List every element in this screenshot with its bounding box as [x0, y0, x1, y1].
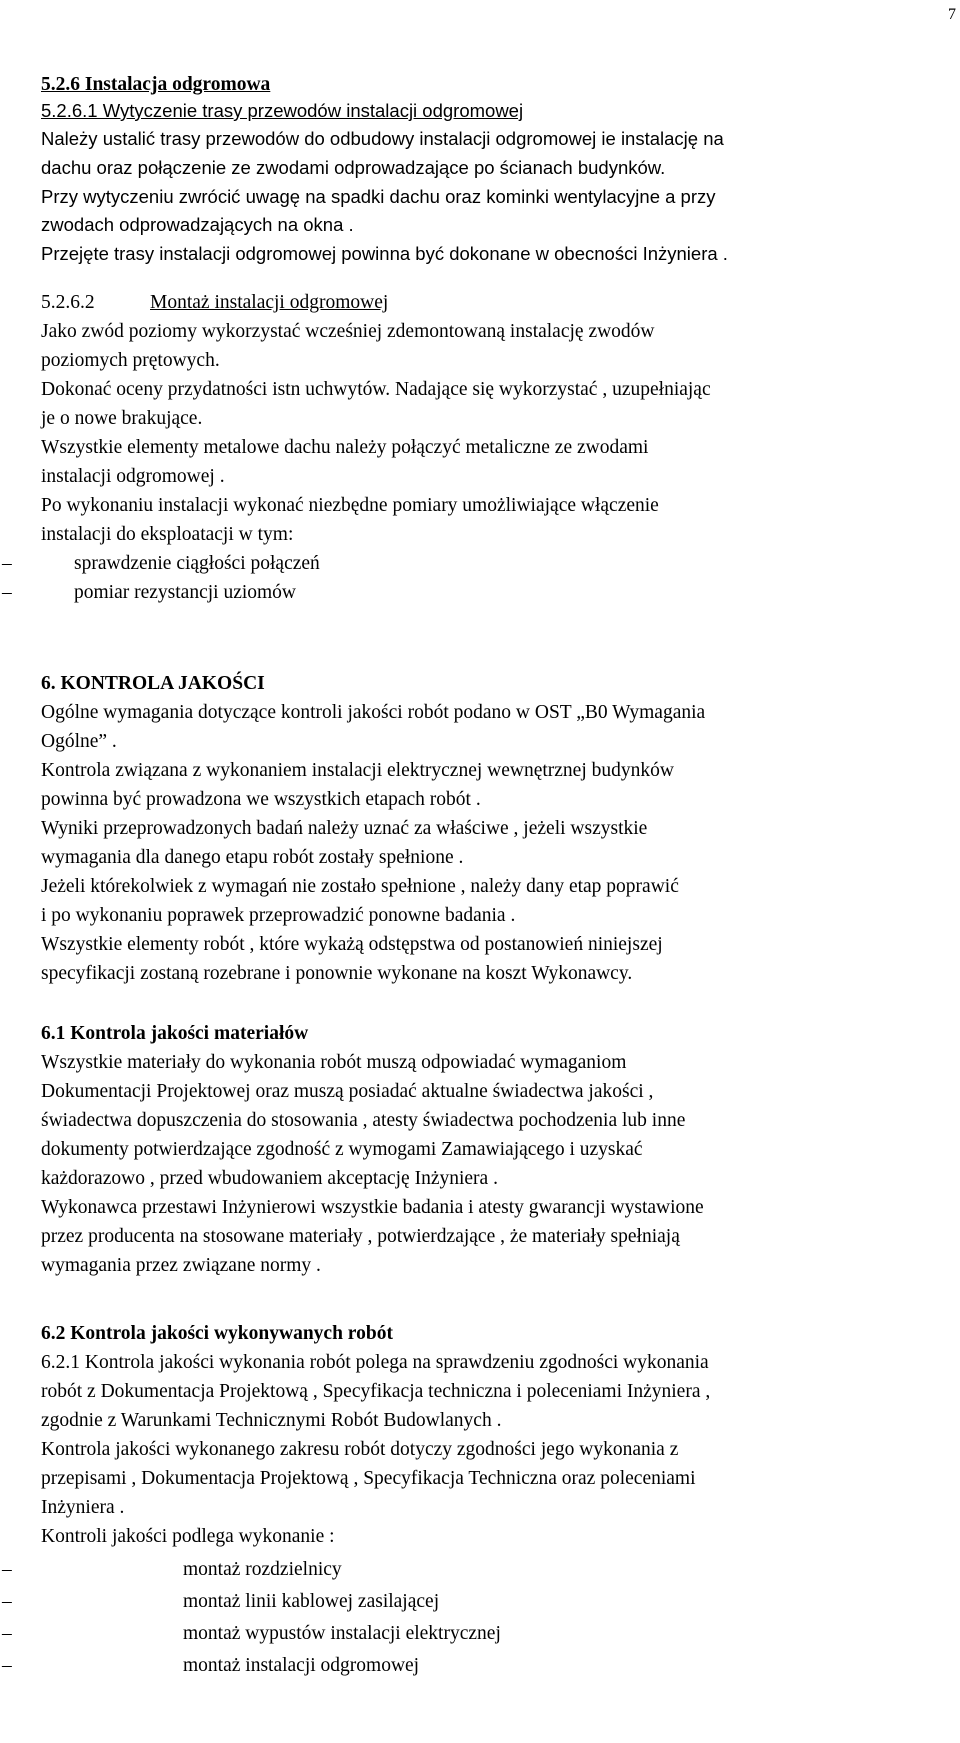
section-heading-5-2-6: 5.2.6 Instalacja odgromowa	[41, 74, 271, 95]
subsection-number-5-2-6-2: 5.2.6.2	[41, 292, 95, 313]
paragraph-line: robót z Dokumentacja Projektową , Specyfikacja techniczna i poleceniami Inżyniera ,	[41, 1381, 711, 1402]
paragraph-line: instalacji do eksploatacji w tym:	[41, 524, 294, 545]
paragraph-line: Inżyniera .	[41, 1497, 125, 1518]
subsection-title-5-2-6-2: Montaż instalacji odgromowej	[150, 292, 389, 313]
paragraph-line: każdorazowo , przed wbudowaniem akceptację Inżyniera .	[41, 1168, 498, 1189]
paragraph-line: Wszystkie elementy metalowe dachu należy połączyć metaliczne ze zwodami	[41, 437, 649, 458]
paragraph-line: Jeżeli którekolwiek z wymagań nie zostało spełnione , należy dany etap poprawić	[41, 876, 679, 897]
paragraph-line: Kontroli jakości podlega wykonanie :	[41, 1526, 335, 1547]
paragraph-line: Wszystkie materiały do wykonania robót muszą odpowiadać wymaganiom	[41, 1052, 627, 1073]
page-number: 7	[948, 6, 956, 23]
list-bullet-dash: –	[2, 1623, 12, 1644]
paragraph-line: instalacji odgromowej .	[41, 466, 225, 487]
paragraph-line: Jako zwód poziomy wykorzystać wcześniej zdemontowaną instalację zwodów	[41, 321, 655, 342]
paragraph-line: Przy wytyczeniu zwrócić uwagę na spadki dachu oraz kominki wentylacyjne a przy	[41, 186, 716, 207]
paragraph-line: i po wykonaniu poprawek przeprowadzić ponowne badania .	[41, 905, 516, 926]
paragraph-line: dokumenty potwierdzające zgodność z wymogami Zamawiającego i uzyskać	[41, 1139, 643, 1160]
paragraph-line: Kontrola związana z wykonaniem instalacji elektrycznej wewnętrznej budynków	[41, 760, 674, 781]
paragraph-line: Wykonawca przestawi Inżynierowi wszystkie badania i atesty gwarancji wystawione	[41, 1197, 704, 1218]
paragraph-line: powinna być prowadzona we wszystkich etapach robót .	[41, 789, 481, 810]
list-item: sprawdzenie ciągłości połączeń	[74, 553, 320, 574]
list-bullet-dash: –	[2, 1655, 12, 1676]
paragraph-line: Po wykonaniu instalacji wykonać niezbędne pomiary umożliwiające włączenie	[41, 495, 659, 516]
subsection-heading-5-2-6-1: 5.2.6.1 Wytyczenie trasy przewodów instalacji odgromowej	[41, 100, 524, 121]
paragraph-line: Wyniki przeprowadzonych badań należy uznać za właściwe , jeżeli wszystkie	[41, 818, 648, 839]
section-heading-6: 6. KONTROLA JAKOŚCI	[41, 673, 265, 694]
paragraph-line: Przejęte trasy instalacji odgromowej powinna być dokonane w obecności Inżyniera .	[41, 243, 728, 264]
paragraph-line: zwodach odprowadzających na okna .	[41, 214, 354, 235]
paragraph-line: zgodnie z Warunkami Technicznymi Robót Budowlanych .	[41, 1410, 502, 1431]
paragraph-line: specyfikacji zostaną rozebrane i ponownie wykonane na koszt Wykonawcy.	[41, 963, 633, 984]
paragraph-line: Ogólne wymagania dotyczące kontroli jakości robót podano w OST „B0 Wymagania	[41, 702, 706, 723]
list-item: montaż linii kablowej zasilającej	[183, 1591, 440, 1612]
paragraph-line: świadectwa dopuszczenia do stosowania , atesty świadectwa pochodzenia lub inne	[41, 1110, 686, 1131]
paragraph-line: wymagania dla danego etapu robót zostały spełnione .	[41, 847, 464, 868]
list-bullet-dash: –	[2, 553, 12, 574]
list-bullet-dash: –	[2, 582, 12, 603]
paragraph-line: przepisami , Dokumentacja Projektową , Specyfikacja Techniczna oraz poleceniami	[41, 1468, 696, 1489]
list-item: pomiar rezystancji uziomów	[74, 582, 297, 603]
paragraph-line: je o nowe brakujące.	[41, 408, 203, 429]
paragraph-line: poziomych prętowych.	[41, 350, 220, 371]
paragraph-line: dachu oraz połączenie ze zwodami odprowadzające po ścianach budynków.	[41, 157, 666, 178]
list-bullet-dash: –	[2, 1591, 12, 1612]
list-item: montaż rozdzielnicy	[183, 1559, 342, 1580]
paragraph-line: Dokonać oceny przydatności istn uchwytów. Nadające się wykorzystać , uzupełniając	[41, 379, 711, 400]
paragraph-line: przez producenta na stosowane materiały , potwierdzające , że materiały spełniają	[41, 1226, 680, 1247]
list-item: montaż wypustów instalacji elektrycznej	[183, 1623, 501, 1644]
list-bullet-dash: –	[2, 1559, 12, 1580]
paragraph-line: Należy ustalić trasy przewodów do odbudowy instalacji odgromowej ie instalację na	[41, 128, 724, 149]
paragraph-line: 6.2.1 Kontrola jakości wykonania robót polega na sprawdzeniu zgodności wykonania	[41, 1352, 709, 1373]
paragraph-line: Kontrola jakości wykonanego zakresu robót dotyczy zgodności jego wykonania z	[41, 1439, 679, 1460]
paragraph-line: Ogólne” .	[41, 731, 117, 752]
paragraph-line: Wszystkie elementy robót , które wykażą odstępstwa od postanowień niniejszej	[41, 934, 663, 955]
section-heading-6-2: 6.2 Kontrola jakości wykonywanych robót	[41, 1323, 393, 1344]
list-item: montaż instalacji odgromowej	[183, 1655, 420, 1676]
paragraph-line: wymagania przez związane normy .	[41, 1255, 321, 1276]
paragraph-line: Dokumentacji Projektowej oraz muszą posiadać aktualne świadectwa jakości ,	[41, 1081, 654, 1102]
section-heading-6-1: 6.1 Kontrola jakości materiałów	[41, 1023, 309, 1044]
